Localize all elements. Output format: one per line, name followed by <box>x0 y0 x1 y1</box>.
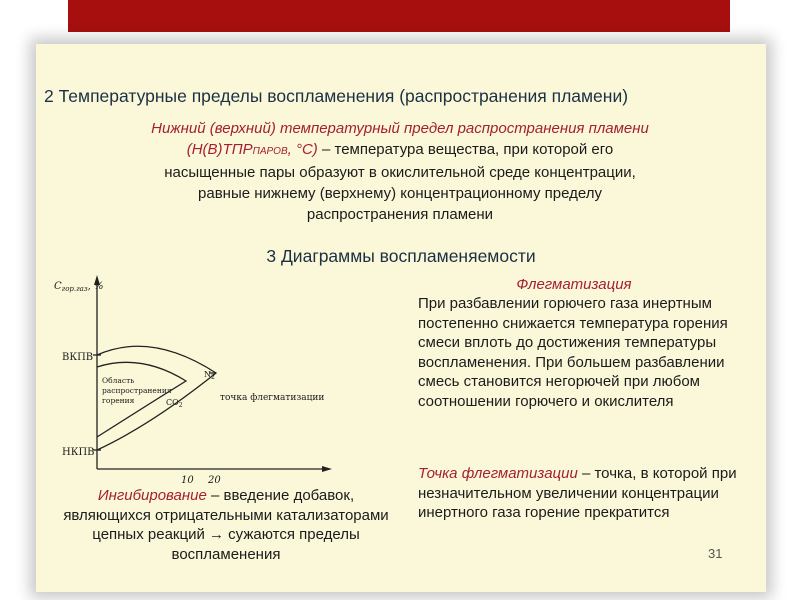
section-heading-2: 2 Температурные пределы воспламенения (распространения пламени) <box>44 86 629 106</box>
flegmatization-title: Флегматизация <box>516 276 632 293</box>
definition-line-4: равные нижнему (верхнему) концентрационному пределу <box>198 185 602 202</box>
flegmatization-point-text: Точка флегматизации – точка, в которой при незначительном увеличении концентрации инертного газа горение прекратится <box>418 465 737 521</box>
lower-limit-label: НКПВ <box>62 447 95 458</box>
definition-line-3: насыщенные пары образуют в окислительной среде концентрации, <box>164 164 636 181</box>
n2-label: $N_2$ <box>204 370 215 381</box>
definition-term-line: Нижний (верхний) температурный предел распространения пламени <box>151 120 649 137</box>
definition-block <box>66 118 734 225</box>
x-tick-10: 10 <box>181 475 194 484</box>
header-bar <box>68 0 730 32</box>
flegmatization-text: При разбавлении горючего газа инертным постепенно снижается температура горения смеси вплоть до достижения температуры воспламенения. При большем разбавлении смесь становится негорючей при любом соотношении горючего и окислителя <box>418 295 728 410</box>
region-label-2: распространения <box>102 386 172 395</box>
inhibition-term: Ингибирование <box>97 487 207 504</box>
y-axis-label: $C_{гор.газ}$, % <box>54 281 104 293</box>
co2-label: $CO_2$ <box>166 398 183 409</box>
flammability-diagram <box>36 269 366 484</box>
region-label-1: Область <box>102 376 135 385</box>
inhibition-text: Ингибирование – введение добавок, являющихся отрицательными катализаторами цепных реакций → сужаются пределы воспламенения <box>63 487 389 563</box>
section-heading-3: 3 Диаграммы воспламеняемости <box>266 246 536 266</box>
flegmatization-point-label: точка флегматизации <box>220 393 325 403</box>
region-label-3: горения <box>102 396 135 405</box>
definition-line-5: распространения пламени <box>306 206 494 223</box>
definition-line-2: (Н(В)ТПРПАРОВ, °С) – температура вещества, при которой его <box>186 141 614 158</box>
page-number: 31 <box>708 546 723 561</box>
flegmatization-point-term: Точка флегматизации <box>418 465 578 482</box>
x-tick-20: 20 <box>208 475 221 484</box>
upper-limit-label: ВКПВ <box>62 352 94 363</box>
definition-term-abbrev: (Н(В)ТПРПАРОВ, °С) <box>186 141 318 158</box>
slide <box>36 44 766 592</box>
